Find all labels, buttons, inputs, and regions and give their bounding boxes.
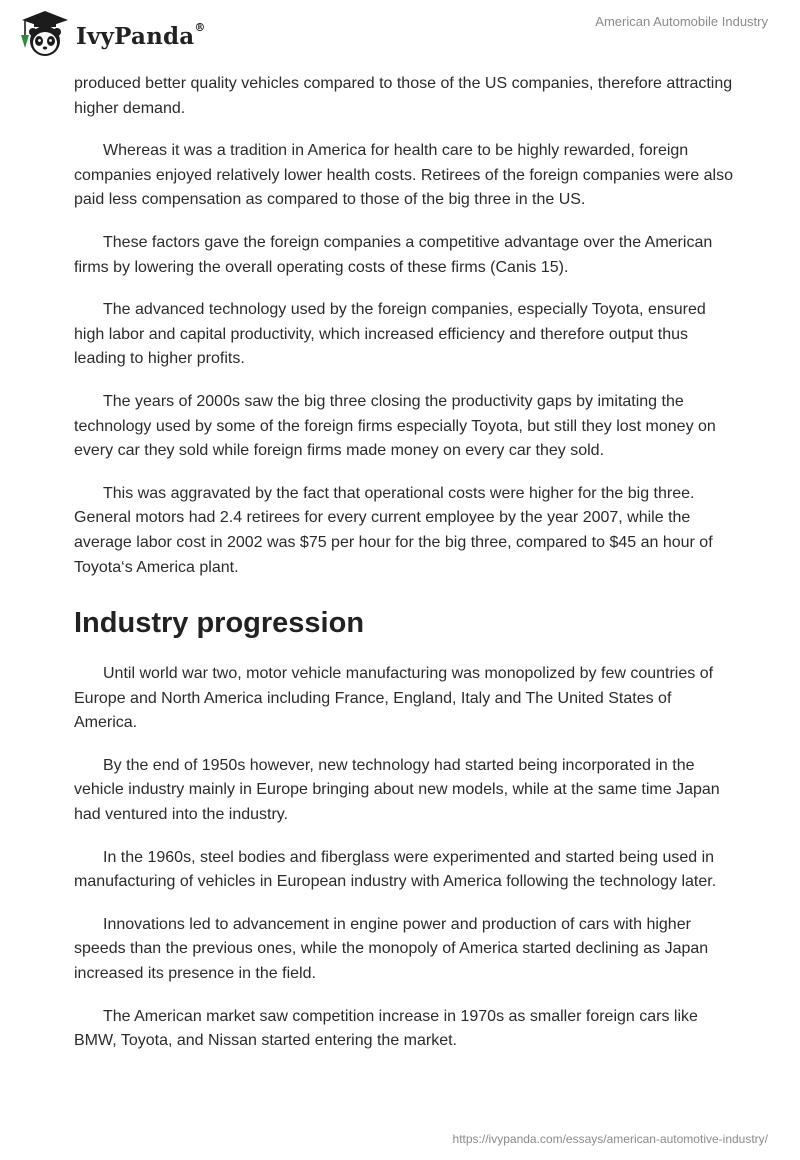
document-title: American Automobile Industry: [595, 14, 768, 29]
paragraph: The years of 2000s saw the big three closing the productivity gaps by imitating the technology used by some of the foreign firms especially Toyota, but still they lost money on every car they sold while foreign firms made money on every car they sold.: [74, 392, 716, 460]
paragraph: In the 1960s, steel bodies and fiberglass were experimented and started being used in manufacturing of vehicles in European industry with America following the technology later.: [74, 848, 717, 891]
paragraph: Whereas it was a tradition in America for health care to be highly rewarded, foreign companies enjoyed relatively lower health costs. Retirees of the foreign companies were also paid less compensation as compared to those of the big three in the US.: [74, 142, 734, 209]
source-url[interactable]: https://ivypanda.com/essays/american-automotive-industry/: [452, 1132, 768, 1146]
paragraph: By the end of 1950s however, new technology had started being incorporated in the vehicle industry mainly in Europe bringing about new models, while at the same time Japan had ventured into the industry.: [74, 756, 720, 824]
page-header: [0, 0, 800, 70]
paragraph: Until world war two, motor vehicle manufacturing was monopolized by few countries of Europe and North America including France, England, Italy and The United States of America.: [74, 665, 714, 732]
ivypanda-logo[interactable]: [14, 8, 206, 60]
panda-graduate-icon: [14, 8, 72, 60]
registered-mark: ®: [194, 20, 206, 34]
section-heading: Industry progression: [74, 607, 365, 640]
paragraph: The advanced technology used by the foreign companies, especially Toyota, ensured high labor and capital productivity, which increased efficiency and therefore output thus leading to higher profits.: [74, 301, 706, 368]
logo-wordmark: IvyPanda®: [76, 20, 206, 50]
essay-body: [74, 72, 734, 1072]
paragraph: This was aggravated by the fact that operational costs were higher for the big three. General motors had 2.4 retirees for every current employee by the year 2007, while the average labor cost in 2002 was $75 per hour for the big three, compared to $45 an hour of Toyota‘s America plant.: [74, 484, 713, 576]
paragraph: Innovations led to advancement in engine power and production of cars with higher speeds than the previous ones, while the monopoly of America started declining as Japan increased its presence in the field.: [74, 915, 709, 983]
paragraph: produced better quality vehicles compared to those of the US companies, therefore attracting higher demand.: [74, 75, 733, 117]
paragraph: These factors gave the foreign companies a competitive advantage over the American firms by lowering the overall operating costs of these firms (Canis 15).: [74, 233, 713, 276]
paragraph: The American market saw competition increase in 1970s as smaller foreign cars like BMW, Toyota, and Nissan started entering the market.: [74, 1007, 698, 1050]
